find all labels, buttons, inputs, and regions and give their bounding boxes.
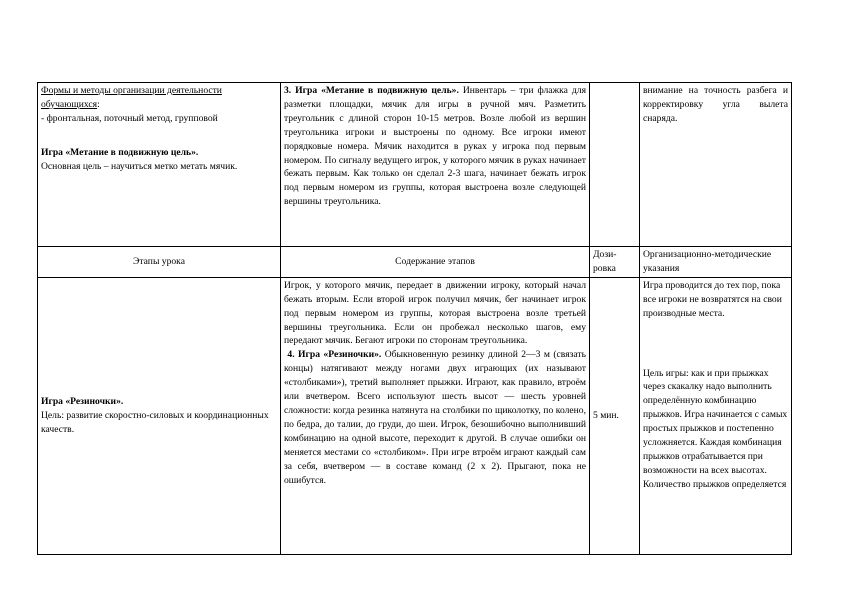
stage-cell bbox=[38, 277, 281, 554]
game-description: Обыкновенную резинку длиной 2—3 м (связать концы) натягивают между ногами двух играющих (их называют «столбиками»), третий выполняет прыжки. Играют, как правило, втроём или вчетвером. Всего используют шесть высот — шесть уровней сложности: когда резинка натянута на столбики по щиколотку, по колено, по бедра, до талии, до груди, до шеи. Игрок, безошибочно выполнивший комбинацию на одной высоте, переходит к другой. В случае ошибки он меняется местами со «столбиком». При игре втроём играют каждый сам за себя, вчетвером — в составе команд (2 х 2). Прыгают, пока не ошибутся. bbox=[284, 349, 586, 486]
stages-header: Этапы урока bbox=[38, 247, 281, 278]
forms-methods-heading: Формы и методы организации деятельности обучающихся: bbox=[41, 85, 222, 110]
dose-value: 5 мин. bbox=[590, 277, 640, 554]
dose-header: Дози-ровка bbox=[590, 247, 640, 278]
game-description: Игрок, у которого мячик, передает в движении игроку, который начал бежать вторым. Если второй игрок получил мячик, бег начинает игрок под первым номером из группы, которая выстроена возле третьей вершины треугольника. Если он пробежал несколько шагов, ему передают мячик. Бегают игроки по сторонам треугольника. bbox=[284, 279, 586, 347]
game-title: Игра «Резиночки». bbox=[41, 395, 124, 407]
guidelines-cell: внимание на точность разбега и корректировку угла вылета снаряда. bbox=[640, 83, 792, 247]
table-row bbox=[38, 277, 792, 554]
game-description: Инвентарь – три флажка для разметки площадки, мячик для игры в ручной мяч. Разметить треугольник с длиной сторон 10-15 метров. Возле любой из вершин треугольника игроки и выстроены по одному. Все игроки имеют порядковые номера. Мячик находится в руках у игрока под первым номером. По сигналу ведущего игрок, у которого мячик в руках начинает бежать первым. Как только он сделал 2-3 шага, начинает бежать игрок под первым номером из группы, которая выстроена возле следующей вершины треугольника. bbox=[284, 85, 587, 208]
guideline-text: Цель игры: как и при прыжках через скакалку надо выполнить определённую комбинацию прыжков. Игра начинается с самых простых прыжков и постепенно усложняется. Каждая комбинация прыжков отрабатывается при возможности на всех высотах. Количество прыжков определяется bbox=[643, 367, 788, 490]
content-header: Содержание этапов bbox=[281, 247, 590, 278]
table-row bbox=[38, 83, 792, 247]
guidelines-header: Организационно-методические указания bbox=[640, 247, 792, 278]
header-row bbox=[38, 247, 792, 278]
guidelines-cell bbox=[640, 277, 792, 554]
game-goal: Цель: развитие скоростно-силовых и координационных качеств. bbox=[41, 409, 269, 435]
game-goal: Основная цель – научиться метко метать мячик. bbox=[41, 160, 238, 172]
stage-content-cell bbox=[281, 277, 590, 554]
game-description-cell bbox=[281, 83, 590, 247]
methods-list: - фронтальная, поточный метод, групповой bbox=[41, 112, 218, 124]
game-title: Игра «Метание в подвижную цель». bbox=[41, 146, 199, 158]
forms-methods-cell bbox=[38, 83, 281, 247]
lesson-plan-table bbox=[37, 82, 792, 555]
game-title: 4. Игра «Резиночки». bbox=[287, 349, 382, 361]
game-title: 3. Игра «Метание в подвижную цель». bbox=[284, 85, 459, 96]
dose-cell bbox=[590, 83, 640, 247]
guideline-text: Игра проводится до тех пор, пока все игроки не возвратятся на свои производные места. bbox=[643, 279, 782, 319]
